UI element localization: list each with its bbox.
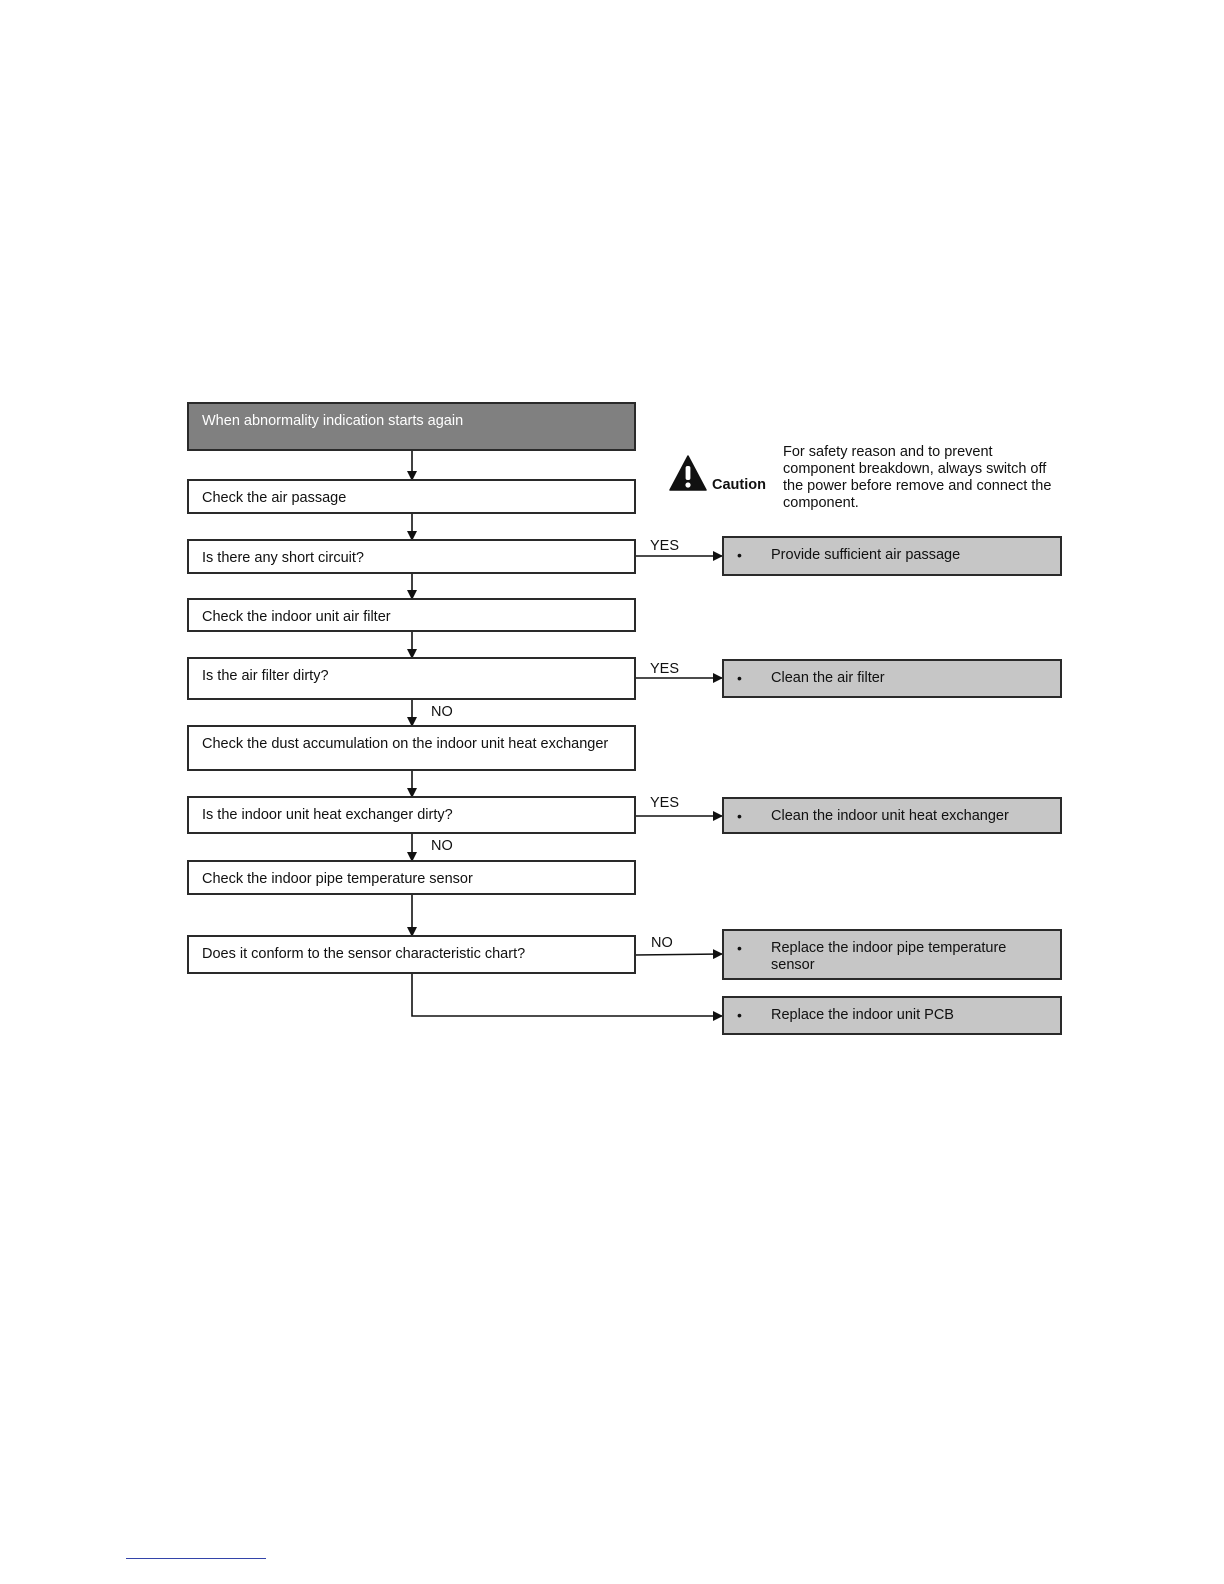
step-text: Is there any short circuit? xyxy=(202,550,364,566)
decision-short-circuit xyxy=(187,539,636,574)
step-check-dust xyxy=(187,725,636,771)
label-no-filter: NO xyxy=(431,704,453,720)
bullet: • xyxy=(737,1007,742,1023)
start-text: When abnormality indication starts again xyxy=(202,413,464,429)
action-text: Provide sufficient air passage xyxy=(771,547,961,563)
action-text: Replace the indoor unit PCB xyxy=(771,1007,954,1023)
step-text: Is the indoor unit heat exchanger dirty? xyxy=(202,807,453,823)
decision-hx-dirty xyxy=(187,796,636,834)
caution-text: For safety reason and to prevent component breakdown, always switch off the power before remove and connect the component. xyxy=(783,444,1052,511)
warning-triangle-icon xyxy=(669,455,707,491)
action-text: Clean the air filter xyxy=(771,670,885,686)
step-check-sensor xyxy=(187,860,636,895)
action-text: Replace the indoor pipe temperature sensor xyxy=(771,940,1007,973)
action-text: Clean the indoor unit heat exchanger xyxy=(771,808,1009,824)
step-check-filter xyxy=(187,598,636,632)
step-text: Check the indoor pipe temperature sensor xyxy=(202,871,473,887)
label-yes-short-circuit: YES xyxy=(650,538,680,554)
caution-label: Caution xyxy=(712,477,766,493)
action-clean-hx xyxy=(722,797,1062,834)
action-clean-filter xyxy=(722,659,1062,698)
step-text: Is the air filter dirty? xyxy=(202,668,329,684)
step-text: Check the air passage xyxy=(202,490,347,506)
label-yes-filter: YES xyxy=(650,661,680,677)
step-text: Check the indoor unit air filter xyxy=(202,609,391,625)
step-check-air-passage xyxy=(187,479,636,514)
label-yes-hx: YES xyxy=(650,795,680,811)
action-replace-pcb xyxy=(722,996,1062,1035)
step-text: Does it conform to the sensor characteristic chart? xyxy=(202,946,526,962)
arrow-conform-no xyxy=(635,954,722,955)
step-text: Check the dust accumulation on the indoor unit heat exchanger xyxy=(202,736,609,752)
bullet: • xyxy=(737,940,742,956)
decision-sensor-conform xyxy=(187,935,636,974)
bullet: • xyxy=(737,808,742,824)
action-replace-sensor xyxy=(722,929,1062,980)
start-box xyxy=(187,402,636,451)
label-no-sensor: NO xyxy=(651,935,673,951)
bullet: • xyxy=(737,547,742,563)
decision-filter-dirty xyxy=(187,657,636,700)
bullet: • xyxy=(737,670,742,686)
label-no-hx: NO xyxy=(431,838,453,854)
arrow-conform-yes-to-pcb xyxy=(412,973,722,1016)
footer-divider xyxy=(126,1558,266,1559)
action-air-passage xyxy=(722,536,1062,576)
